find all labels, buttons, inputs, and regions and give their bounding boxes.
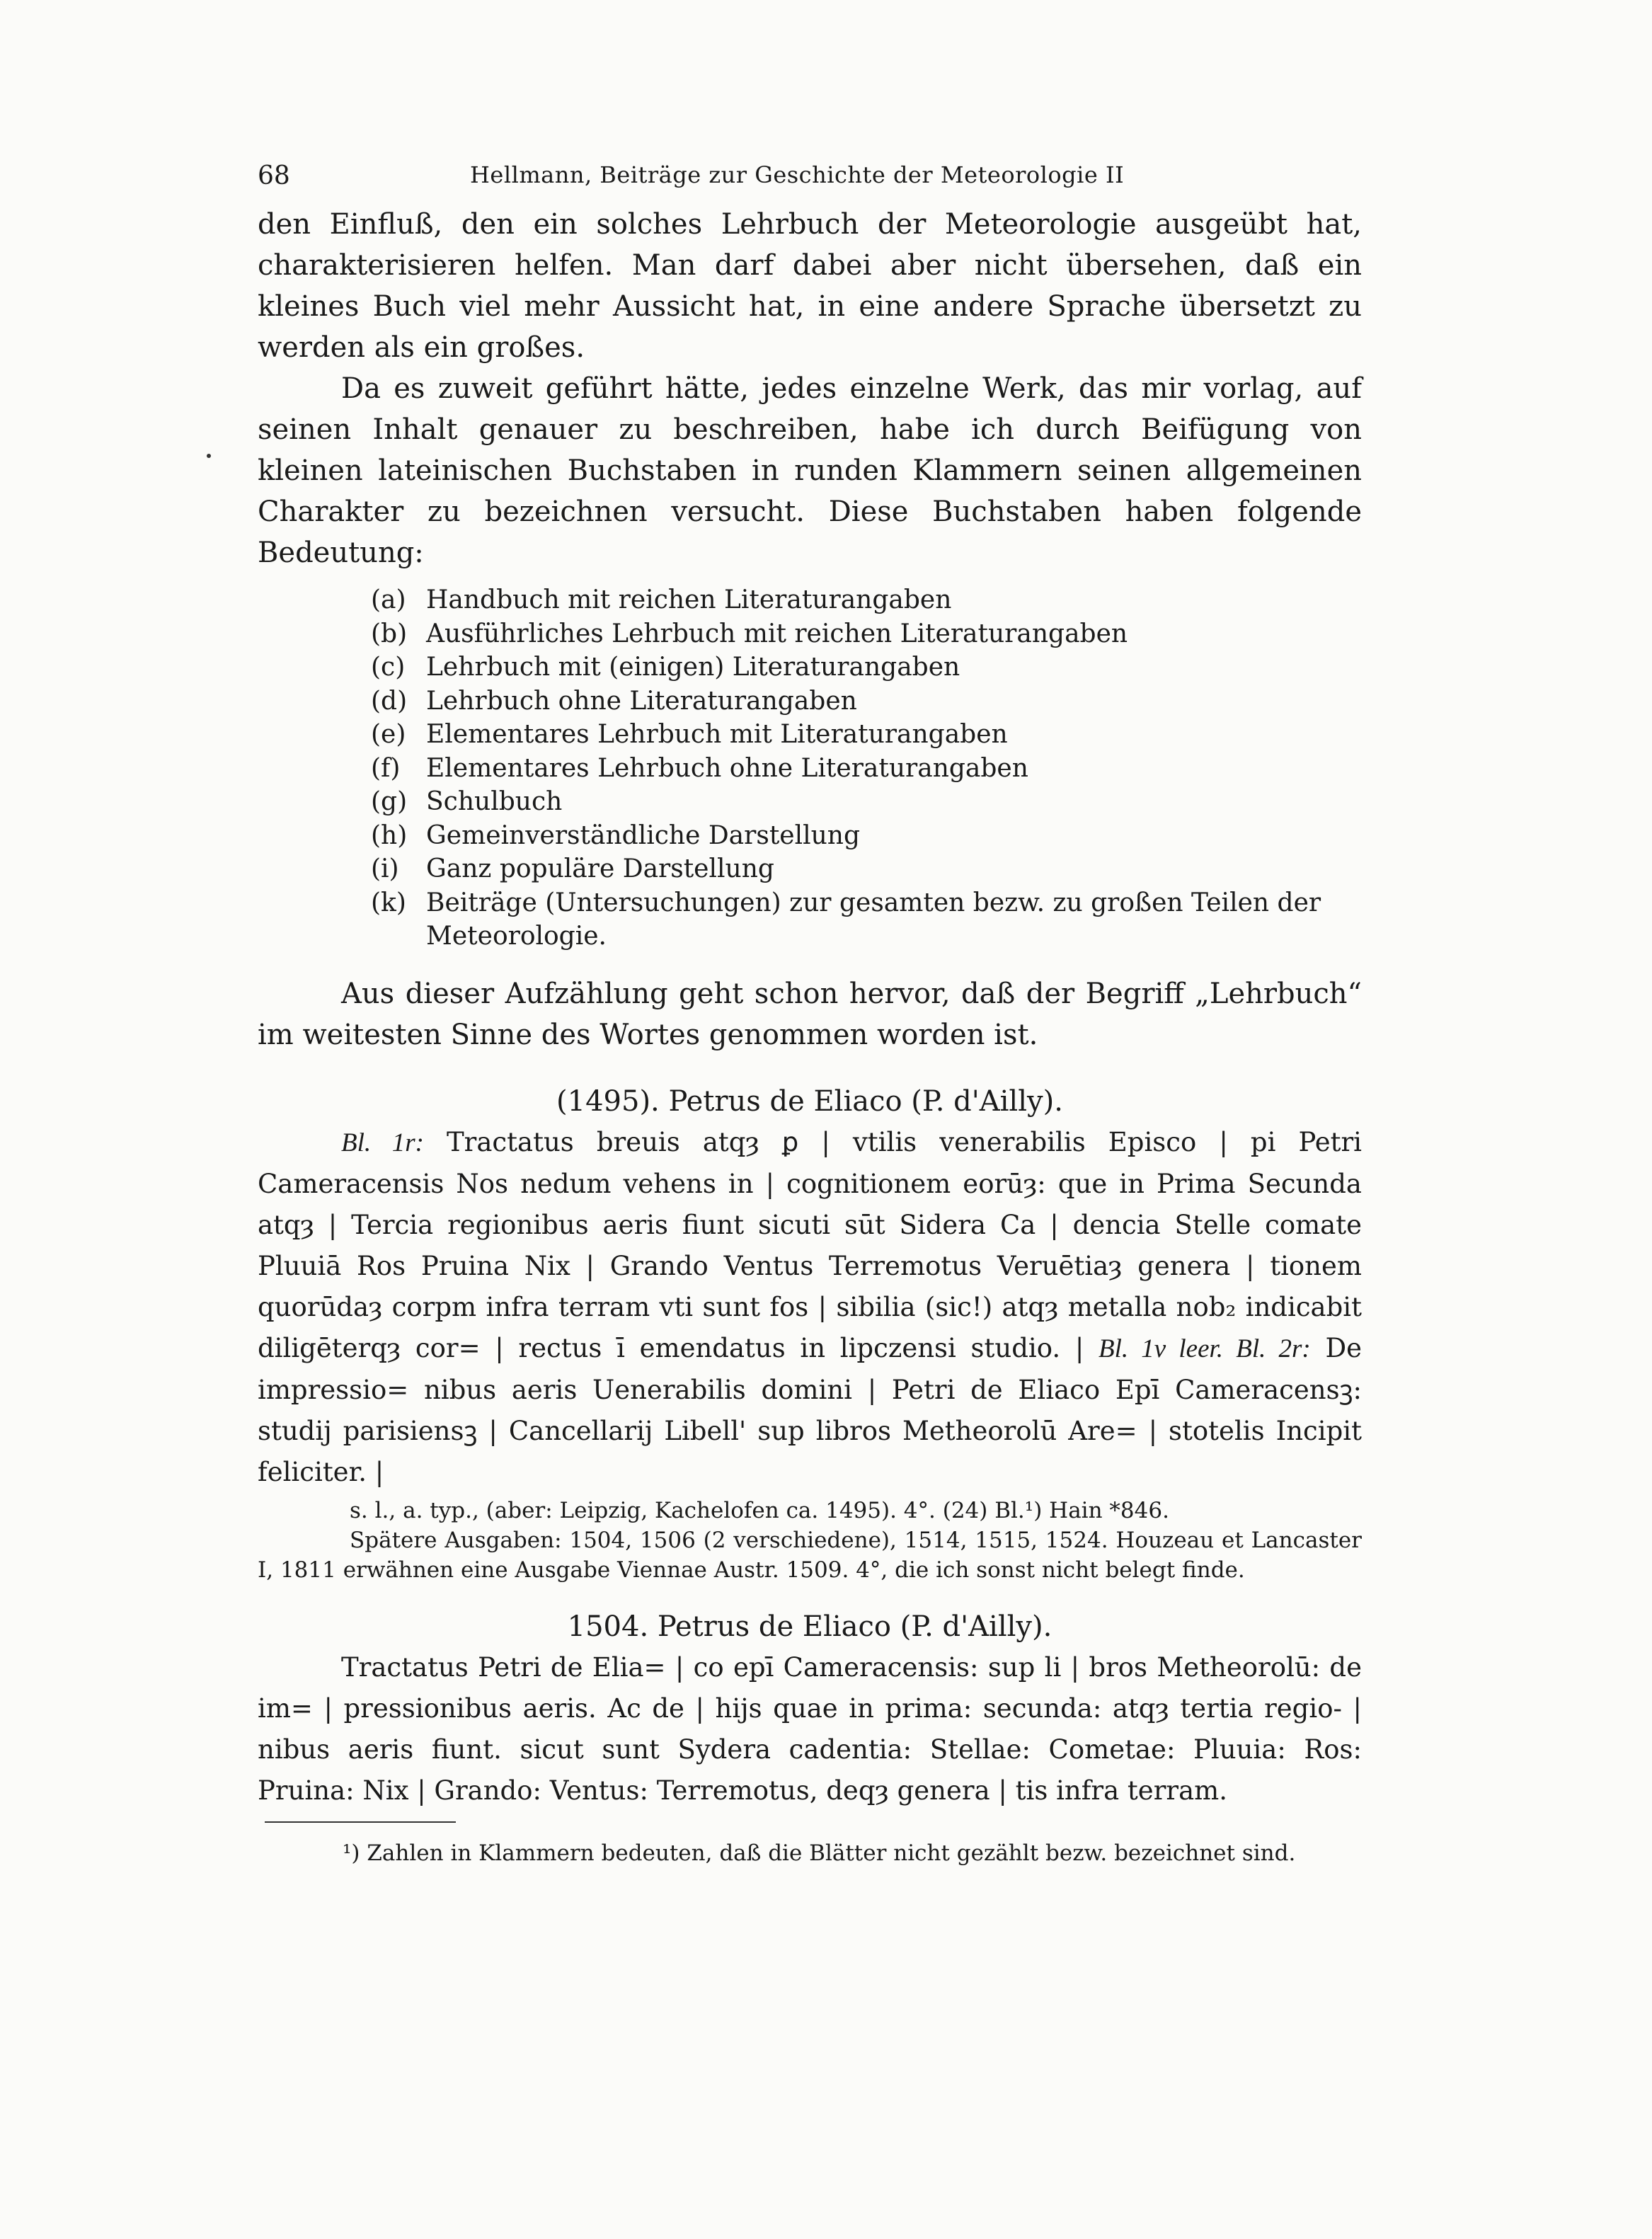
footnote-rule	[265, 1821, 456, 1823]
paragraph-3: Aus dieser Aufzählung geht schon hervor, daß der Begriff „Lehrbuch“ im weitesten Sinne des Wortes genommen worden ist.	[258, 977, 1362, 1051]
paragraph-2: Da es zuweit geführt hätte, jedes einzelne Werk, das mir vorlag, auf seinen Inhalt genauer zu beschreiben, habe ich durch Beifügung von kleinen lateinischen Buchstaben in runden Klammern seinen allgemeinen Charakter zu bezeichnen versucht. Diese Buchstaben haben folgende Bedeutung:	[258, 372, 1362, 569]
page-number: 68	[258, 161, 290, 190]
entry-1-later-editions: Spätere Ausgaben: 1504, 1506 (2 verschiedene), 1514, 1515, 1524. Houzeau et Lancaster I, 1811 erwähnen eine Ausgabe Viennae Austr. 1509. 4°, die ich sonst nicht belegt finde.	[258, 1527, 1362, 1583]
legend-item: (e) Elementares Lehrbuch mit Literaturangaben	[371, 720, 1008, 749]
running-title: Hellmann, Beiträge zur Geschichte der Meteorologie II	[470, 161, 1125, 188]
legend-item: (f) Elementares Lehrbuch ohne Literaturangaben	[371, 753, 1028, 783]
legend-item: (h) Gemeinverständliche Darstellung	[371, 820, 861, 850]
legend-list	[371, 583, 1362, 954]
entry-1-imprint: s. l., a. typ., (aber: Leipzig, Kachelofen ca. 1495). 4°. (24) Bl.¹) Hain *846.	[350, 1497, 1169, 1523]
legend-item: (b) Ausführliches Lehrbuch mit reichen Literaturangaben	[371, 619, 1128, 648]
page-header	[258, 161, 1362, 204]
paragraph-1: den Einfluß, den ein solches Lehrbuch der Meteorologie ausgeübt hat, charakterisieren helfen. Man darf dabei aber nicht übersehen, daß ein kleines Buch viel mehr Aussicht hat, in eine andere Sprache übersetzt zu werden als ein großes.	[258, 208, 1362, 364]
page	[258, 161, 1362, 1868]
entry-2-title-transcription: Tractatus Petri de Elia= | co epī Cameracensis: sup li | bros Metheorolū: de im= | pressionibus aeris. Ac de | hijs quae in prima: secunda: atqȝ tertia regio- | nibus aeris fiunt. sicut sunt Sydera cadentia: Stellae: Cometae: Pluuia: Ros: Pruina: Nix | Grando: Ventus: Terremotus, deqȝ genera | tis infra terram.	[258, 1651, 1362, 1806]
legend-item: (i) Ganz populäre Darstellung	[371, 854, 774, 883]
legend-item: (c) Lehrbuch mit (einigen) Literaturangaben	[371, 653, 960, 682]
entry-2-heading: 1504. Petrus de Eliaco (P. d'Ailly).	[567, 1610, 1052, 1643]
stray-mark	[207, 454, 211, 458]
footnote: ¹) Zahlen in Klammern bedeuten, daß die Blätter nicht gezählt bezw. bezeichnet sind.	[343, 1840, 1296, 1866]
legend-item: (d) Lehrbuch ohne Literaturangaben	[371, 686, 857, 716]
entry-1-title-transcription: Bl. 1r: Tractatus breuis atqȝ ꝑ | vtilis venerabilis Episco | pi Petri Cameracensis Nos nedum vehens in | cognitionem eorūȝ: que in Prima Secunda atqȝ | Tercia regionibus aeris fiunt sicuti sūt Sidera Ca | dencia Stelle comate Pluuiā Ros Pruina Nix | Grando Ventus Terremotus Veruētiaȝ genera | tionem quorūdaȝ corpm infra terram vti sunt fos | sibilia (sic!) atqȝ metalla nob₂ indicabit diligēterqȝ cor= | rectus ī emendatus in lipczensi studio. | Bl. 1v leer. Bl. 2r: De impressio= nibus aeris Uenerabilis domini | Petri de Eliaco Epī Cameracensꝫ: studij parisiensꝫ | Cancellarij Libell' sup libros Metheorolū Are= | stotelis Incipit feliciter. |	[258, 1126, 1362, 1487]
legend-item: (g) Schulbuch	[371, 787, 563, 816]
entry-1-heading: (1495). Petrus de Eliaco (P. d'Ailly).	[556, 1084, 1063, 1118]
legend-item: (k) Beiträge (Untersuchungen) zur gesamten bezw. zu großen Teilen der Meteorologie.	[371, 888, 1321, 951]
legend-item: (a) Handbuch mit reichen Literaturangaben	[371, 585, 952, 614]
